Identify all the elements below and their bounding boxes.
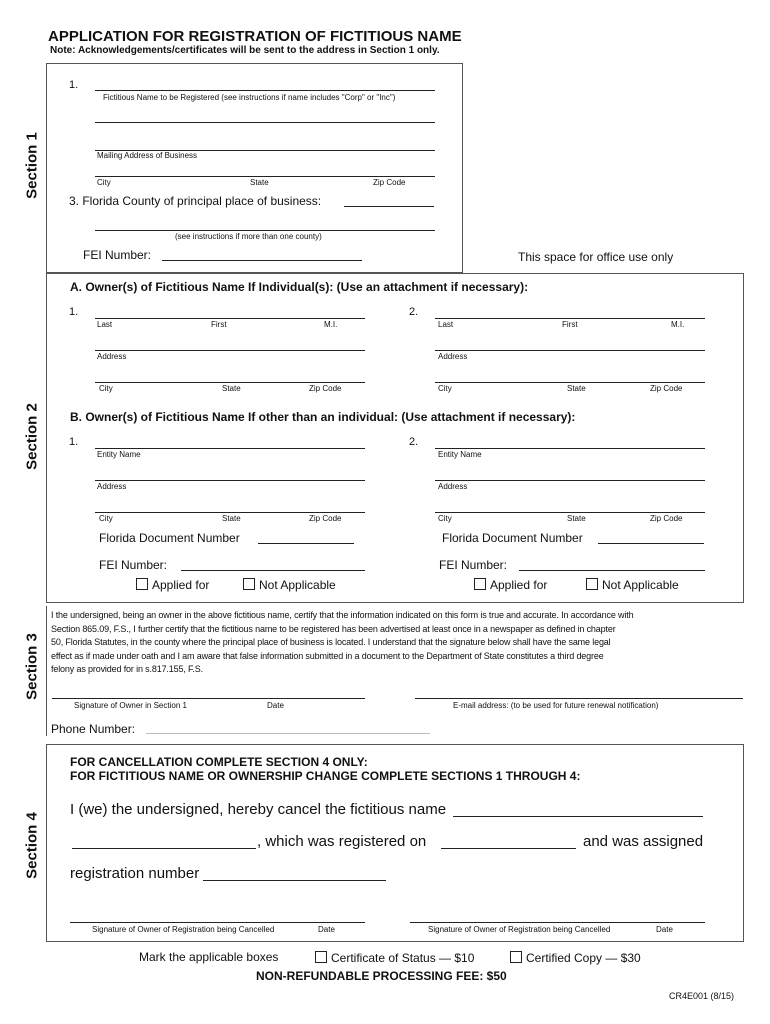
certificate-of-status-option[interactable] [315,951,474,964]
entity2-address-field[interactable] [435,480,705,481]
section2-box [46,273,744,603]
section1-label: Section 1 [23,132,41,199]
owner2-zip-caption: Zip Code [650,384,683,393]
entity1-name-field[interactable] [95,448,365,449]
entity2-city-field[interactable] [435,512,705,513]
certified-copy-checkbox[interactable] [510,951,522,963]
section4-heading-2: FOR FICTITIOUS NAME OR OWNERSHIP CHANGE COMPLETE SECTIONS 1 THROUGH 4: [70,769,581,783]
processing-fee: NON-REFUNDABLE PROCESSING FEE: $50 [256,969,507,983]
cert-line-3: 50, Florida Statutes, in the county where the principal place of business is located. I understand that the signature below shall have the same legal [51,637,611,648]
form-note: Note: Acknowledgements/certificates will be sent to the address in Section 1 only. [50,45,440,56]
entity1-fei-label: FEI Number: [99,558,168,572]
s1-fei-label: FEI Number: [83,248,152,262]
certified-copy-option[interactable] [510,951,641,964]
entity1-city-field[interactable] [95,512,365,513]
entity2-applied-for[interactable] [474,578,547,591]
certification-text [51,609,741,677]
owner1-first-caption: First [211,320,227,329]
owner1-address-caption: Address [97,352,127,361]
entity1-na-checkbox[interactable] [243,578,255,590]
section3-label: Section 3 [23,633,41,700]
entity2-name-field[interactable] [435,448,705,449]
section4-heading-1: FOR CANCELLATION COMPLETE SECTION 4 ONLY: [70,755,368,769]
owner-signature-caption: Signature of Owner in Section 1 [74,701,187,710]
entity1-city-caption: City [99,514,113,523]
certificate-of-status-checkbox[interactable] [315,951,327,963]
cert-line-1: I the undersigned, being an owner in the above fictitious name, certify that the information indicated on this form is true and accurate. In accordance with [51,610,634,620]
owner1-name-field[interactable] [95,318,365,319]
entity2-na-checkbox[interactable] [586,578,598,590]
entity1-na-label: Not Applicable [259,578,336,592]
entity1-fl-doc-label: Florida Document Number [99,531,240,545]
entity2-address-caption: Address [438,482,468,491]
office-use-note: This space for office use only [518,250,674,264]
certificate-of-status-label: Certificate of Status — $10 [331,951,475,965]
cancel-signature-1-date-caption: Date [318,925,335,934]
cancel-name-field-line2[interactable] [72,848,256,849]
cert-line-4: effect as if made under oath and I am aware that false information submitted in a document to the Department of State constitutes a third degree [51,650,604,661]
mailing-address-caption: Mailing Address of Business [97,151,198,160]
county-field-line2[interactable] [95,230,435,231]
entity1-zip-caption: Zip Code [309,514,342,523]
owner2-last-caption: Last [438,320,454,329]
cancel-signature-2-date-caption: Date [656,925,673,934]
entity2-name-caption: Entity Name [438,450,482,459]
entity2-fei-label: FEI Number: [439,558,508,572]
county-label: 3. Florida County of principal place of business: [69,194,322,208]
section4-label: Section 4 [23,812,41,879]
cancel-statement: I (we) the undersigned, hereby cancel the fictitious name [70,801,447,818]
owner2-address-field[interactable] [435,350,705,351]
form-code: CR4E001 (8/15) [669,991,735,1001]
owner1-state-caption: State [222,384,241,393]
entity1-address-field[interactable] [95,480,365,481]
section3-rule [46,606,47,736]
entity2-not-applicable[interactable] [586,578,679,591]
entity1-state-caption: State [222,514,241,523]
registered-date-field[interactable] [441,848,576,849]
email-caption: E-mail address: (to be used for future renewal notification) [453,701,659,710]
owner1-address-field[interactable] [95,350,365,351]
section2-heading-b: B. Owner(s) of Fictitious Name If other than an individual: (Use attachment if necessary): [70,410,576,424]
owner2-city-caption: City [438,384,452,393]
entity1-fl-doc-field[interactable] [258,543,354,544]
certified-copy-label: Certified Copy — $30 [526,951,641,965]
entity2-na-label: Not Applicable [602,578,679,592]
owner1-zip-caption: Zip Code [309,384,342,393]
owner2-mi-caption: M.I. [671,320,685,329]
owner1-mi-caption: M.I. [324,320,338,329]
cert-line-5: felony as provided for in s.817.155, F.S. [51,664,203,675]
phone-label: Phone Number: [51,722,136,736]
phone-field[interactable] [146,733,430,734]
form-title: APPLICATION FOR REGISTRATION OF FICTITIOUS NAME [48,28,462,45]
county-caption: (see instructions if more than one county) [175,232,322,241]
cancel-signature-2-field[interactable] [410,922,705,923]
s1-city-caption: City [97,178,111,187]
cancel-signature-2-caption: Signature of Owner of Registration being Cancelled [428,925,611,934]
entity2-applied-checkbox[interactable] [474,578,486,590]
entity1-applied-label: Applied for [152,578,210,592]
cancel-signature-1-field[interactable] [70,922,365,923]
entity2-zip-caption: Zip Code [650,514,683,523]
owner-signature-field[interactable] [52,698,365,699]
fictitious-name-field[interactable] [95,90,435,91]
entity1-applied-checkbox[interactable] [136,578,148,590]
assigned-text: and was assigned [583,833,704,850]
email-field[interactable] [415,698,743,699]
entity2-city-caption: City [438,514,452,523]
entity1-applied-for[interactable] [136,578,209,591]
mark-boxes-label: Mark the applicable boxes [139,950,279,964]
s1-fei-field[interactable] [162,260,362,261]
section2-label: Section 2 [23,403,41,470]
section2-heading-a: A. Owner(s) of Fictitious Name If Individual(s): (Use an attachment if necessary): [70,280,529,294]
entity2-applied-label: Applied for [490,578,548,592]
entity1-name-caption: Entity Name [97,450,141,459]
cert-line-2: Section 865.09, F.S., I further certify that the fictitious name to be registered has been advertised at least once in a newspaper as defined in chapter [51,623,616,634]
s2a-number-2: 2. [409,306,419,318]
s2b-number-1: 1. [69,436,79,448]
city-state-zip-field[interactable] [95,176,435,177]
owner2-name-field[interactable] [435,318,705,319]
owner1-last-caption: Last [97,320,113,329]
s1-number-1: 1. [69,79,79,91]
s2a-number-1: 1. [69,306,79,318]
owner2-first-caption: First [562,320,578,329]
entity2-fei-field[interactable] [519,570,705,571]
entity1-address-caption: Address [97,482,127,491]
county-field[interactable] [344,206,434,207]
owner1-city-field[interactable] [95,382,365,383]
s1-state-caption: State [250,178,269,187]
fictitious-name-field-line2[interactable] [95,122,435,123]
registered-on-text: , which was registered on [257,833,427,850]
entity2-fl-doc-label: Florida Document Number [442,531,583,545]
entity1-not-applicable[interactable] [243,578,336,591]
registration-number-field[interactable] [203,880,386,881]
fictitious-name-caption: Fictitious Name to be Registered (see instructions if name includes "Corp" or "Inc") [103,93,396,102]
cancel-signature-1-caption: Signature of Owner of Registration being Cancelled [92,925,275,934]
owner2-address-caption: Address [438,352,468,361]
owner1-city-caption: City [99,384,113,393]
s1-zip-caption: Zip Code [373,178,406,187]
s2b-number-2: 2. [409,436,419,448]
entity1-fei-field[interactable] [181,570,365,571]
registration-number-label: registration number [70,865,200,882]
entity2-state-caption: State [567,514,586,523]
entity2-fl-doc-field[interactable] [598,543,704,544]
cancel-name-field[interactable] [453,816,703,817]
owner-signature-date-caption: Date [267,701,284,710]
owner2-state-caption: State [567,384,586,393]
owner2-city-field[interactable] [435,382,705,383]
